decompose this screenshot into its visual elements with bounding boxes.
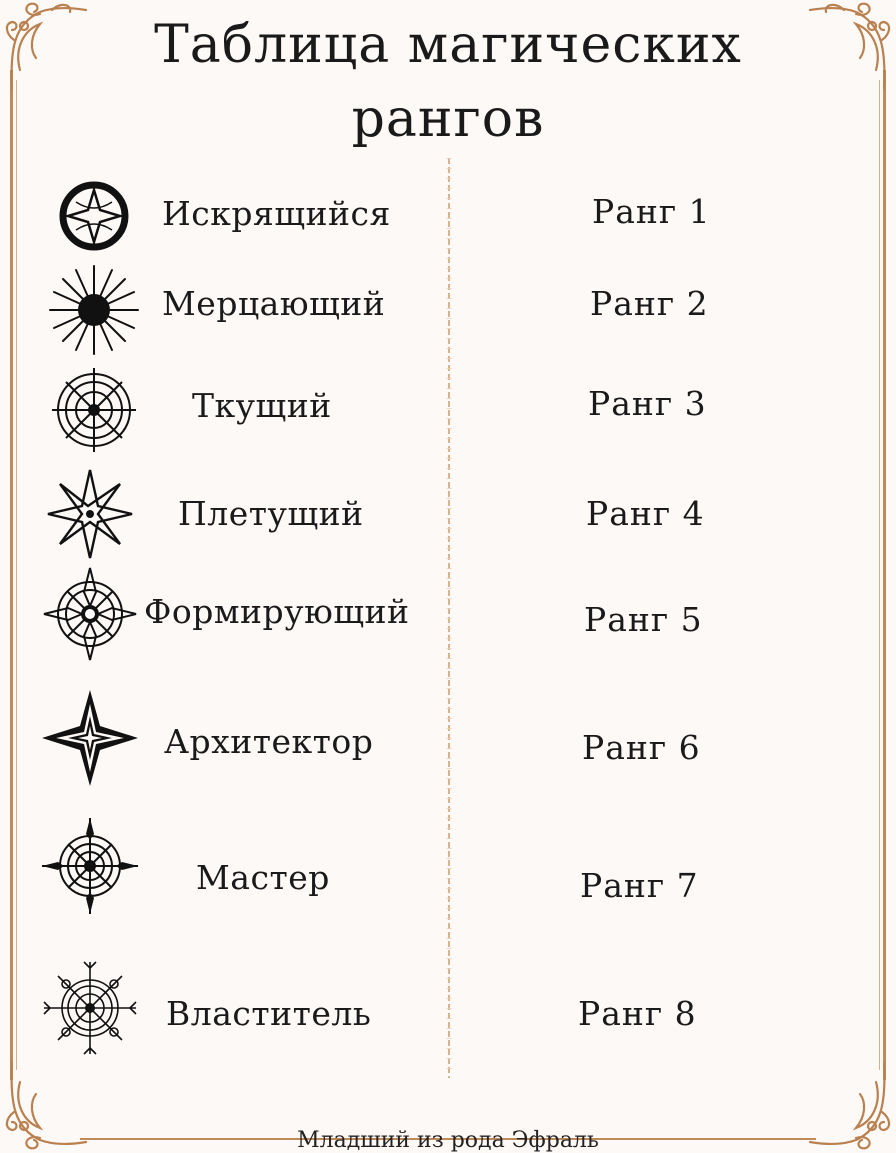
four-point-star-icon [42,690,138,786]
burst-star-icon [46,262,142,358]
rank-level: Ранг 6 [582,728,701,767]
rank-name: Мастер [196,858,330,897]
compass-ring-icon [42,566,138,662]
rank-level: Ранг 3 [588,384,707,423]
rank-level: Ранг 4 [586,494,705,533]
right-border-inner [879,80,880,1070]
left-border-inner [16,80,17,1070]
rank-level: Ранг 7 [580,866,699,905]
rank-level: Ранг 2 [590,284,709,323]
author-signature: Младший из рода Эфраль [297,1128,599,1153]
title-line-2: рангов [351,89,545,149]
rank-level: Ранг 1 [592,192,711,231]
web-circle-icon [46,362,142,458]
rank-name: Мерцающий [162,284,386,323]
rank-name: Искрящийся [162,194,391,233]
snowflake-mandala-icon [42,960,138,1056]
page-title [0,8,896,156]
rank-level: Ранг 5 [584,600,703,639]
rank-level: Ранг 8 [578,994,697,1033]
left-border [10,70,13,1080]
center-divider [446,158,452,1078]
rank-name: Плетущий [178,494,364,533]
rank-name: Властитель [166,994,372,1033]
eight-point-star-icon [42,466,138,562]
title-line-1: Таблица магических [154,15,742,75]
rank-name: Ткущий [192,386,332,425]
circle-spark-icon [46,168,142,264]
right-border [883,70,886,1080]
rank-name: Формирующий [144,592,410,631]
rank-name: Архитектор [164,722,374,761]
ornate-compass-icon [42,818,138,914]
